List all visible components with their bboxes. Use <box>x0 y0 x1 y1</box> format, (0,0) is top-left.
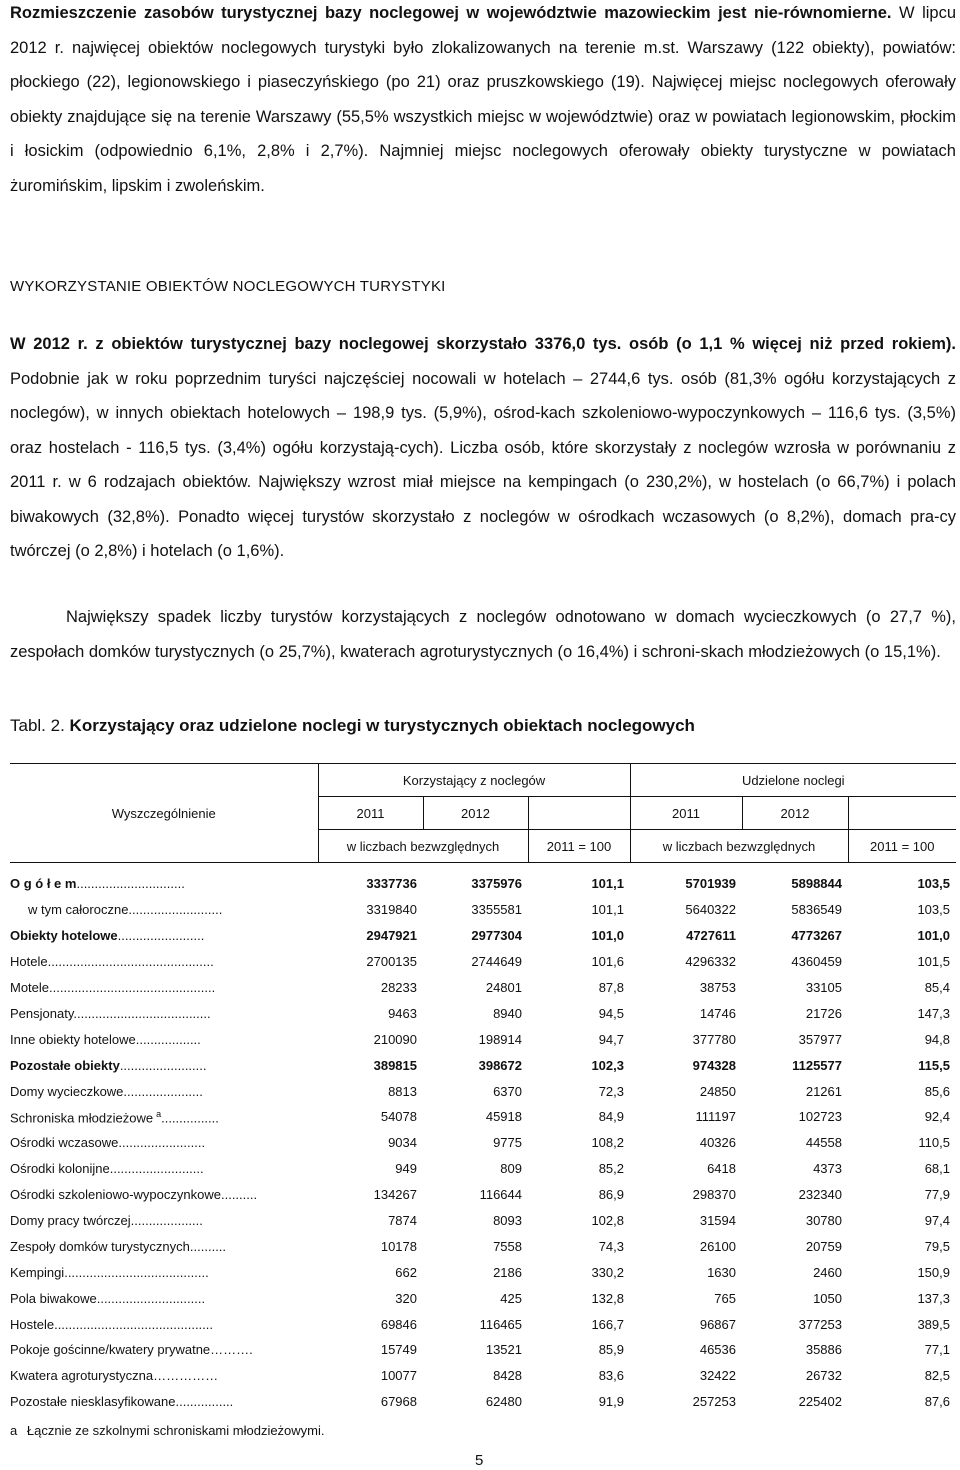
table-cell: 85,9 <box>598 1342 624 1358</box>
table-cell: 116465 <box>479 1316 522 1332</box>
table-cell: 103,5 <box>917 902 950 918</box>
row-label-text: Inne obiekty hotelowe <box>10 1031 136 1047</box>
table-row <box>10 1285 956 1311</box>
row-leader-dots: .............................................. <box>49 980 216 995</box>
table-cell: 94,8 <box>924 1031 950 1047</box>
p1-run: W lipcu 2012 r. najwięcej obiektów noclegowych turystyki było zlokalizowanych na terenie m.st. Warszawy (122 obiekty), powiatów: płockiego (22), legionowskiego i piaseczyńskiego (po 21) oraz pruszkowskiego (19). Najwięcej miejsc noclegowych oferowały obiekty znajdujące się na terenie Warszawy (55,5% wszystkich miejsc w województwie) oraz w powiatach legionowskim, płockim i łosickim (odpowiednio 6,1%, 2,8% i 2,7%). Najmniej miejsc noclegowych oferowały obiekty turystyczne w powiatach żuromińskim, lipskim i zwoleńskim. <box>10 4 956 195</box>
table-cell: 62480 <box>485 1394 522 1410</box>
row-label <box>10 1000 318 1026</box>
table-cell: 3337736 <box>366 876 417 892</box>
table-cell: 72,3 <box>598 1083 624 1099</box>
table-cell: 8093 <box>493 1213 522 1229</box>
table-cell: 809 <box>500 1161 522 1177</box>
row-label-text: Ośrodki wczasowe <box>10 1135 119 1151</box>
table-cell: 46536 <box>699 1342 736 1358</box>
table-cell: 54078 <box>380 1109 417 1125</box>
header-korzystajacy: Korzystający z noclegów <box>318 764 630 797</box>
table-row <box>10 1000 956 1026</box>
row-label-text: Hostele <box>10 1316 55 1332</box>
row-label <box>10 897 318 923</box>
table-cell: 77,9 <box>924 1187 950 1203</box>
table-cell: 85,2 <box>598 1161 624 1177</box>
table-row <box>10 1233 956 1259</box>
footnote <box>10 1423 325 1438</box>
page-number: 5 <box>475 1452 484 1469</box>
row-leader-dots: ………. <box>210 1342 253 1358</box>
table-cell: 4373 <box>813 1161 842 1177</box>
table-cell: 4296332 <box>685 954 736 970</box>
table-cell: 30780 <box>805 1213 842 1229</box>
row-label-text: Kempingi <box>10 1264 65 1280</box>
row-label <box>10 923 318 949</box>
row-label-text: Pensjonaty <box>10 1005 74 1021</box>
table-cell: 101,1 <box>591 902 624 918</box>
row-leader-dots: ........................ <box>119 1057 207 1073</box>
table-cell: 10077 <box>380 1368 417 1384</box>
table-cell: 83,6 <box>598 1368 624 1384</box>
row-label <box>10 1130 318 1156</box>
table-row <box>10 1130 956 1156</box>
table-cell: 357977 <box>798 1031 842 1047</box>
table-cell: 26732 <box>805 1368 842 1384</box>
table-cell: 5836549 <box>791 902 842 918</box>
table-cell: 7874 <box>388 1213 417 1229</box>
table-cell: 15749 <box>380 1342 417 1358</box>
table-cell: 79,5 <box>924 1238 950 1254</box>
table-cell: 40326 <box>699 1135 736 1151</box>
table-cell: 210090 <box>373 1031 417 1047</box>
header-index-a: 2011 = 100 <box>528 830 630 863</box>
table-cell: 24850 <box>699 1083 736 1099</box>
row-label-text: Schroniska młodzieżowe <box>10 1110 154 1126</box>
table-cell: 5701939 <box>685 876 736 892</box>
table-cell: 21726 <box>805 1005 842 1021</box>
table-cell: 97,4 <box>924 1213 950 1229</box>
table-row <box>10 1259 956 1285</box>
table-cell: 7558 <box>493 1238 522 1254</box>
row-leader-dots: .............................. <box>96 1290 206 1306</box>
row-label-text: Pokoje gościnne/kwatery prywatne <box>10 1342 211 1358</box>
table-cell: 94,5 <box>598 1005 624 1021</box>
table-row <box>10 897 956 923</box>
table-cell: 101,0 <box>591 928 624 944</box>
row-label-text: Pozostałe niesklasyfikowane <box>10 1394 176 1410</box>
table-row <box>10 1208 956 1234</box>
header-abs-b: w liczbach bezwzględnych <box>630 830 848 863</box>
header-noclegi: Udzielone noclegi <box>630 764 956 797</box>
table-cell: 2977304 <box>471 928 522 944</box>
table-cell: 28233 <box>380 980 417 995</box>
table-cell: 398672 <box>478 1057 522 1073</box>
row-label-text: Obiekty hotelowe <box>10 928 118 944</box>
table-cell: 9775 <box>493 1135 522 1151</box>
row-leader-dots: ........................................ <box>64 1264 209 1280</box>
table-cell: 82,5 <box>924 1368 950 1384</box>
table-row <box>10 871 956 897</box>
row-label <box>10 1311 318 1337</box>
header-2011-a: 2011 <box>318 797 423 830</box>
table-cell: 389,5 <box>917 1316 950 1332</box>
table-cell: 10178 <box>380 1238 417 1254</box>
row-label-text: Motele <box>10 980 50 995</box>
table-cell: 92,4 <box>924 1109 950 1125</box>
table-row <box>10 975 956 1001</box>
row-leader-dots: .............................. <box>76 876 185 892</box>
row-leader-dots: ...................................... <box>73 1005 211 1021</box>
p2-run: Podobnie jak w roku poprzednim turyści najczęściej nocowali w hotelach – 2744,6 tys. osób (81,3% ogółu korzystających z noclegów), w innych obiektach hotelowych – 198,9 tys. (5,9%), ośrod-kach szkoleniowo-wypoczynkowych – 116,6 tys. (3,5%) oraz hostelach - 116,5 tys. (3,4%) ogółu korzystają-cych). Liczba osób, które skorzystały z noclegów wzrosła w porównaniu z 2011 r. w 6 rodzajach obiektów. Największy wzrost miał miejsce na kempingach (o 230,2%), w hostelach (o 66,7%) i polach biwakowych (32,8%). Ponadto więcej turystów skorzystało z noclegów w ośrodkach wczasowych (o 8,2%), domach pra-cy twórczej (o 2,8%) i hotelach (o 1,6%). <box>10 369 956 560</box>
table-cell: 6370 <box>493 1083 522 1099</box>
table-cell: 103,5 <box>917 876 950 892</box>
p2-run: W 2012 r. z obiektów turystycznej bazy noclegowej skorzystało 3376,0 tys. osób (o 1,1 % więcej niż przed rokiem). <box>10 335 956 353</box>
table-cell: 425 <box>500 1290 522 1306</box>
row-label <box>10 1389 318 1415</box>
table-cell: 5640322 <box>685 902 736 918</box>
header-2012-b: 2012 <box>742 797 848 830</box>
table-cell: 14746 <box>699 1005 736 1021</box>
row-leader-dots: …………… <box>153 1368 219 1384</box>
table-row <box>10 1363 956 1389</box>
table-cell: 2186 <box>493 1264 522 1280</box>
table-cell: 147,3 <box>917 1005 950 1021</box>
table-cell: 32422 <box>699 1368 736 1384</box>
header-wyszczegolnienie: Wyszczególnienie <box>10 764 318 863</box>
row-label <box>10 1078 318 1104</box>
table-cell: 298370 <box>692 1187 736 1203</box>
table-cell: 111197 <box>695 1109 736 1125</box>
header-2011-b: 2011 <box>630 797 742 830</box>
table-cell: 116644 <box>479 1187 522 1203</box>
row-leader-dots: ............................................ <box>54 1316 213 1332</box>
table-cell: 1125577 <box>792 1057 842 1073</box>
table-label: Tabl. 2. <box>10 716 65 735</box>
table-cell: 2460 <box>813 1264 842 1280</box>
footnote-mark: a <box>10 1423 18 1438</box>
table-cell: 33105 <box>805 980 842 995</box>
table-row <box>10 1078 956 1104</box>
table-cell: 101,0 <box>917 928 950 944</box>
row-leader-dots: ........................ <box>118 1135 206 1151</box>
table-cell: 9034 <box>388 1135 417 1151</box>
table-header <box>10 764 956 872</box>
table-row <box>10 949 956 975</box>
table-caption: Korzystający oraz udzielone noclegi w turystycznych obiektach noclegowych <box>69 716 695 735</box>
table-cell: 166,7 <box>591 1316 624 1332</box>
row-label <box>10 1208 318 1234</box>
table-cell: 330,2 <box>591 1264 624 1280</box>
table-cell: 74,3 <box>598 1238 624 1254</box>
row-leader-dots: .......... <box>189 1238 227 1254</box>
table-cell: 67968 <box>380 1394 417 1410</box>
table-cell: 84,9 <box>598 1109 624 1125</box>
table-cell: 69846 <box>380 1316 417 1332</box>
row-leader-dots: ........................ <box>117 928 205 944</box>
row-label-text: Ośrodki kolonijne <box>10 1161 110 1177</box>
row-leader-dots: ...................... <box>123 1083 203 1099</box>
usage-paragraph <box>10 327 956 569</box>
table-cell: 44558 <box>805 1135 842 1151</box>
table-row <box>10 1389 956 1415</box>
table-cell: 68,1 <box>924 1161 950 1177</box>
table-cell: 13521 <box>485 1342 522 1358</box>
row-label-text: Zespoły domków turystycznych <box>10 1238 190 1254</box>
row-label-text: Domy wycieczkowe <box>10 1083 124 1099</box>
row-label-sup: a <box>156 1108 162 1119</box>
row-label <box>10 1363 318 1389</box>
row-label-text: Pola biwakowe <box>10 1290 97 1306</box>
header-index-b: 2011 = 100 <box>870 838 935 854</box>
table-cell: 8940 <box>493 1005 522 1021</box>
table-cell: 87,8 <box>598 980 624 995</box>
row-label-text: O g ó ł e m <box>10 876 77 892</box>
p1-run: Rozmieszczenie zasobów turystycznej bazy noclegowej w województwie mazowieckim jest nie-równomierne. <box>10 4 892 22</box>
section-heading: WYKORZYSTANIE OBIEKTÓW NOCLEGOWYCH TURYSTYKI <box>10 278 446 295</box>
table-cell: 4727611 <box>686 928 736 944</box>
table-cell: 389815 <box>373 1057 417 1073</box>
table-cell: 5898844 <box>791 876 842 892</box>
table-cell: 20759 <box>805 1238 842 1254</box>
table-cell: 86,9 <box>598 1187 624 1203</box>
table-cell: 3355581 <box>471 902 522 918</box>
table-title <box>10 716 695 736</box>
table-cell: 77,1 <box>924 1342 950 1358</box>
table-cell: 1630 <box>707 1264 736 1280</box>
table-cell: 662 <box>395 1264 417 1280</box>
row-label <box>10 1337 318 1363</box>
table-cell: 232340 <box>798 1187 842 1203</box>
table-cell: 87,6 <box>924 1394 950 1410</box>
row-label-text: Domy pracy twórczej <box>10 1213 131 1229</box>
table-cell: 45918 <box>485 1109 522 1125</box>
row-leader-dots: .................. <box>135 1031 201 1047</box>
header-spacer <box>10 863 956 872</box>
table-cell: 949 <box>395 1161 417 1177</box>
table-cell: 8428 <box>493 1368 522 1384</box>
table-cell: 102,3 <box>591 1057 624 1073</box>
table-row <box>10 923 956 949</box>
row-label-text: Kwatera agroturystyczna <box>10 1368 154 1384</box>
row-label-text: Hotele <box>10 954 48 970</box>
table-cell: 31594 <box>699 1213 736 1229</box>
header-2012-a: 2012 <box>423 797 528 830</box>
table-cell: 91,9 <box>598 1394 624 1410</box>
table-cell: 8813 <box>388 1083 417 1099</box>
table-cell: 1050 <box>813 1290 842 1306</box>
table-cell: 377780 <box>692 1031 736 1047</box>
table-cell: 85,4 <box>924 980 950 995</box>
intro-paragraph <box>10 0 956 203</box>
table-cell: 102723 <box>798 1109 842 1125</box>
table-cell: 115,5 <box>918 1057 950 1073</box>
table-cell: 257253 <box>692 1394 736 1410</box>
table-cell: 101,6 <box>591 954 624 970</box>
table-cell: 38753 <box>699 980 736 995</box>
table-body <box>10 871 956 1415</box>
row-label <box>10 949 318 975</box>
table-cell: 96867 <box>699 1316 736 1332</box>
row-label <box>10 871 318 897</box>
table-cell: 85,6 <box>924 1083 950 1099</box>
table-cell: 21261 <box>805 1083 842 1099</box>
table-row <box>10 1337 956 1363</box>
table-cell: 765 <box>714 1290 736 1306</box>
row-label <box>10 975 318 1001</box>
row-leader-dots: .......................... <box>109 1161 204 1177</box>
table-cell: 101,5 <box>917 954 950 970</box>
row-label-text: w tym całoroczne <box>28 902 129 918</box>
row-label <box>10 1026 318 1052</box>
row-label <box>10 1052 318 1078</box>
decline-paragraph: Największy spadek liczby turystów korzystających z noclegów odnotowano w domach wycieczkowych (o 27,7 %), zespołach domków turystycznych (o 25,7%), kwaterach agroturystycznych (o 16,4%) i schroni-skach młodzieżowych (o 15,1%). <box>10 608 956 661</box>
table-cell: 974328 <box>692 1057 736 1073</box>
table-cell: 9463 <box>388 1005 417 1021</box>
table-cell: 320 <box>395 1290 417 1306</box>
table-row <box>10 1182 956 1208</box>
tourism-table <box>10 763 956 1415</box>
table-cell: 137,3 <box>917 1290 950 1306</box>
table-cell: 102,8 <box>591 1213 624 1229</box>
table-row <box>10 1026 956 1052</box>
table-cell: 2700135 <box>366 954 417 970</box>
table-cell: 225402 <box>798 1394 842 1410</box>
table-cell: 4773267 <box>791 928 842 944</box>
table-cell: 6418 <box>707 1161 736 1177</box>
table-cell: 94,7 <box>598 1031 624 1047</box>
table-row <box>10 1104 956 1130</box>
row-leader-dots: .................... <box>130 1213 203 1229</box>
header-abs-a: w liczbach bezwzględnych <box>318 830 528 863</box>
row-leader-dots: .............................................. <box>47 954 214 970</box>
table-cell: 108,2 <box>591 1135 624 1151</box>
table-cell: 134267 <box>373 1187 417 1203</box>
table-cell: 150,9 <box>917 1264 950 1280</box>
header-idx-gap-b <box>848 797 956 830</box>
table-cell: 132,8 <box>591 1290 624 1306</box>
table-row <box>10 1052 956 1078</box>
table-cell: 101,1 <box>591 876 624 892</box>
footnote-text: Łącznie ze szkolnymi schroniskami młodzieżowymi. <box>26 1423 325 1438</box>
row-leader-dots: ................ <box>175 1394 234 1410</box>
row-label-text: Pozostałe obiekty <box>10 1057 120 1073</box>
table-cell: 26100 <box>699 1238 736 1254</box>
table-cell: 3319840 <box>366 902 417 918</box>
row-label-text: Ośrodki szkoleniowo-wypoczynkowe <box>10 1187 221 1203</box>
table-cell: 2947921 <box>366 928 417 944</box>
row-label <box>10 1182 318 1208</box>
row-leader-dots: .......................... <box>128 902 223 918</box>
row-label <box>10 1233 318 1259</box>
table-cell: 198914 <box>478 1031 522 1047</box>
row-label <box>10 1156 318 1182</box>
table-cell: 377253 <box>798 1316 842 1332</box>
row-label <box>10 1285 318 1311</box>
table-cell: 110,5 <box>918 1135 950 1151</box>
table-cell: 24801 <box>485 980 522 995</box>
table-cell: 35886 <box>805 1342 842 1358</box>
row-leader-dots: .......... <box>220 1187 258 1203</box>
table-row <box>10 1156 956 1182</box>
row-label <box>10 1104 318 1130</box>
row-leader-dots: ................ <box>161 1110 219 1126</box>
header-idx-gap-a <box>528 797 630 830</box>
table-cell: 4360459 <box>791 954 842 970</box>
table-cell: 3375976 <box>471 876 522 892</box>
table-row <box>10 1311 956 1337</box>
row-label <box>10 1259 318 1285</box>
table-cell: 2744649 <box>471 954 522 970</box>
